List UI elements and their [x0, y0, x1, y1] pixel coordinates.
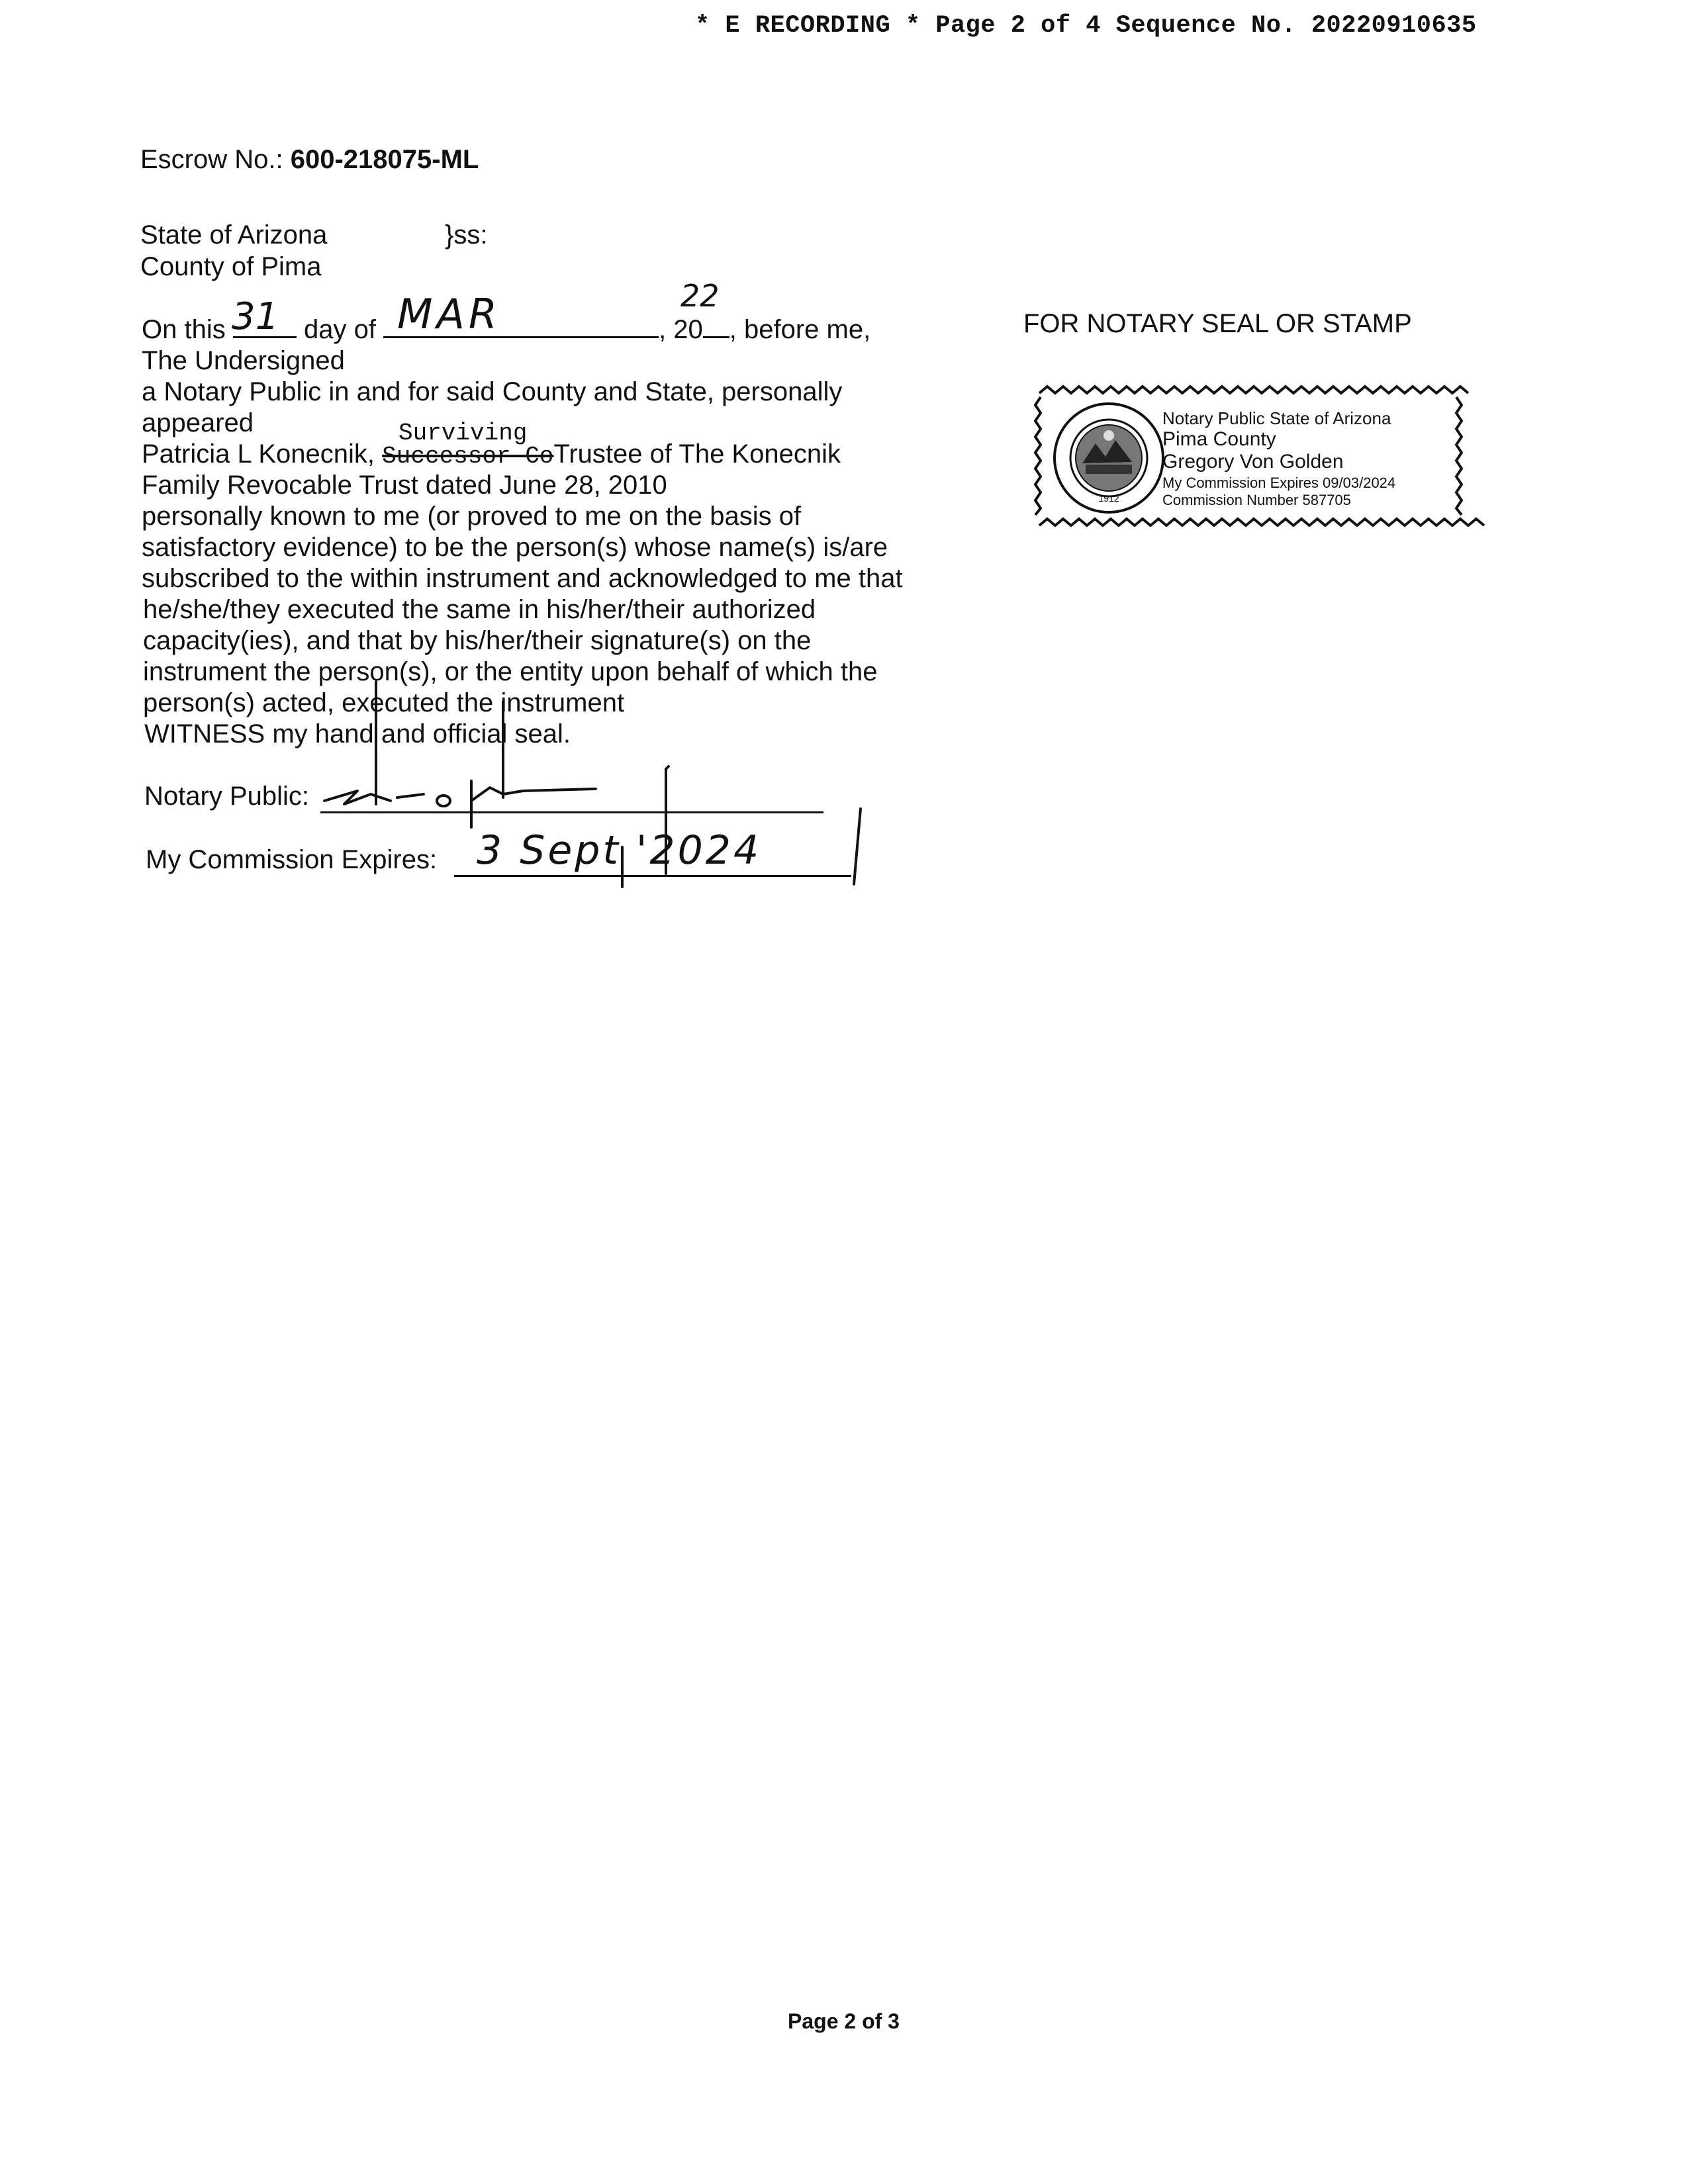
stamp-line-2: Pima County [1162, 428, 1276, 450]
trust-line: Family Revocable Trust dated June 28, 2010 [142, 471, 667, 500]
venue-county: County of Pima [140, 252, 322, 281]
struck-word: Successor Co [382, 443, 554, 470]
ack-line-1: personally known to me (or proved to me on the basis of [142, 502, 802, 531]
comma-20: , 20 [659, 315, 703, 344]
venue-ss: }ss: [445, 220, 488, 250]
escrow-number: 600-218075-ML [290, 145, 479, 174]
person-name: Patricia L Konecnik, [142, 439, 375, 469]
ack-line-5: capacity(ies), and that by his/her/their signature(s) on the [143, 626, 812, 655]
handwritten-commission: 3 Sept '2024 [477, 827, 762, 874]
page-footer: Page 2 of 3 [788, 2009, 900, 2033]
inserted-word: Surviving [399, 420, 528, 447]
commission-label: My Commission Expires: [146, 845, 438, 874]
before-me: , before me, [729, 315, 871, 344]
recording-header: * E RECORDING * Page 2 of 4 Sequence No. 20220910635 [695, 12, 1477, 40]
stamp-small-2: Commission Number 587705 [1162, 492, 1351, 508]
ack-line-7: person(s) acted, executed the instrument [143, 688, 625, 717]
escrow-label: Escrow No.: [140, 145, 283, 174]
on-this-label: On this [142, 315, 226, 344]
stamp-small-1: My Commission Expires 09/03/2024 [1162, 475, 1396, 491]
venue-state: State of Arizona [140, 220, 328, 250]
handwritten-year: 22 [680, 278, 720, 314]
ack-line-3: subscribed to the within instrument and acknowledged to me that [142, 564, 903, 593]
stamp-line-3: Gregory Von Golden [1162, 451, 1344, 473]
trustee-of: Trustee of The Konecnik [553, 439, 841, 469]
stamp-line-1: Notary Public State of Arizona [1162, 408, 1391, 428]
notary-public-label: Notary Public: [144, 782, 309, 811]
handwritten-month: MAR [397, 290, 501, 338]
handwritten-day: 31 [232, 295, 279, 338]
notary-line: a Notary Public in and for said County and State, personally [142, 377, 843, 406]
svg-text:1912: 1912 [1098, 493, 1119, 504]
seal-heading: FOR NOTARY SEAL OR STAMP [1023, 309, 1412, 338]
arizona-seal-icon [1055, 404, 1163, 512]
witness-line: WITNESS my hand and official seal. [144, 719, 571, 749]
ack-line-6: instrument the person(s), or the entity upon behalf of which the [143, 657, 878, 686]
ack-line-4: he/she/they executed the same in his/her/their authorized [143, 595, 816, 624]
day-of-label: day of [303, 315, 376, 344]
undersigned: The Undersigned [142, 346, 345, 375]
appeared: appeared [142, 408, 254, 437]
ack-line-2: satisfactory evidence) to be the person(s) whose name(s) is/are [142, 533, 888, 562]
